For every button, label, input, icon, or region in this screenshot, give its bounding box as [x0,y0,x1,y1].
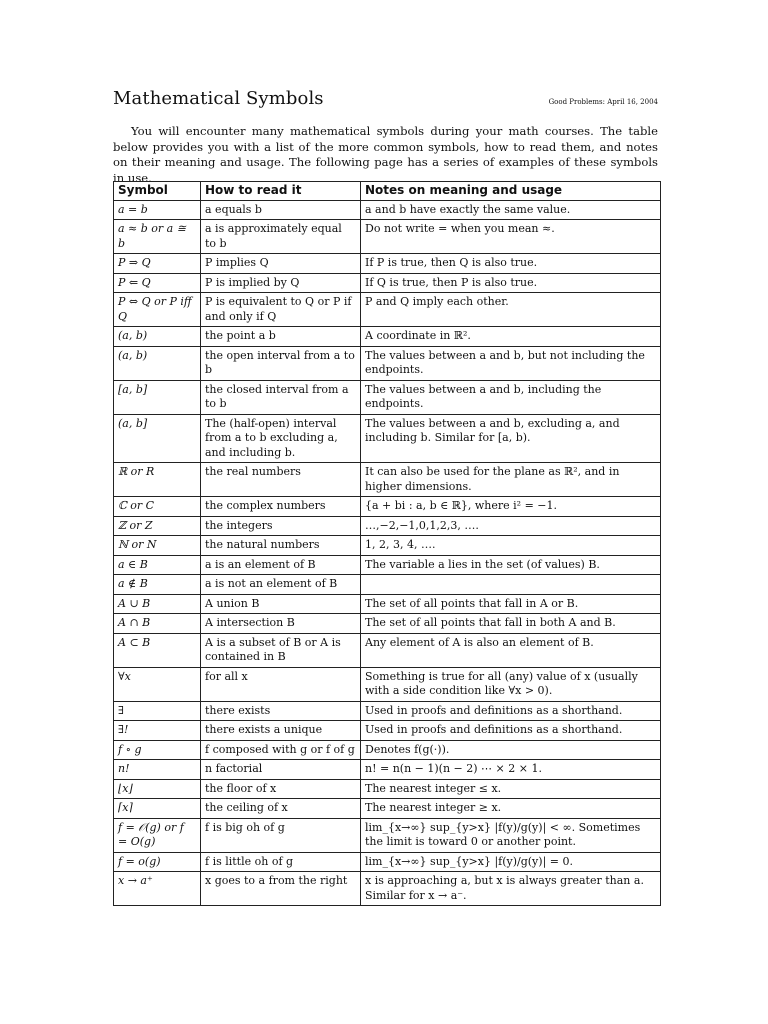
note-cell: Denotes f(g(·)). [361,740,661,760]
symbol-cell: ∀x [114,667,201,701]
note-cell: Something is true for all (any) value of x (usually with a side condition like ∀x > 0). [361,667,661,701]
symbol-cell: P ⇒ Q [114,254,201,274]
read-cell: P is equivalent to Q or P if and only if Q [201,293,361,327]
symbol-cell: ⌈x⌉ [114,799,201,819]
symbol-cell: a ∈ B [114,555,201,575]
table-header-row [114,182,661,201]
read-cell: the floor of x [201,779,361,799]
read-cell: P is implied by Q [201,273,361,293]
symbol-cell: ℂ or C [114,497,201,517]
read-cell: a is not an element of B [201,575,361,595]
table-row [114,575,661,595]
table-row [114,760,661,780]
table-row [114,594,661,614]
note-cell: The set of all points that fall in A or B. [361,594,661,614]
column-header-symbol: Symbol [114,182,201,201]
note-cell: Used in proofs and definitions as a shorthand. [361,701,661,721]
read-cell: there exists [201,701,361,721]
symbol-cell: a = b [114,200,201,220]
note-cell: Used in proofs and definitions as a shorthand. [361,721,661,741]
read-cell: the integers [201,516,361,536]
table-row [114,273,661,293]
read-cell: there exists a unique [201,721,361,741]
read-cell: the point a b [201,327,361,347]
table-row [114,779,661,799]
read-cell: P implies Q [201,254,361,274]
read-cell: A intersection B [201,614,361,634]
symbol-cell: ∃! [114,721,201,741]
read-cell: the open interval from a to b [201,346,361,380]
symbol-cell: ℝ or R [114,463,201,497]
read-cell: the complex numbers [201,497,361,517]
note-cell: The values between a and b, but not including the endpoints. [361,346,661,380]
symbol-cell: x → a⁺ [114,872,201,906]
read-cell: a is approximately equal to b [201,220,361,254]
note-cell: lim_{x→∞} sup_{y>x} |f(y)/g(y)| = 0. [361,852,661,872]
note-cell: x is approaching a, but x is always greater than a. Similar for x → a⁻. [361,872,661,906]
note-cell: The values between a and b, excluding a, and including b. Similar for [a, b). [361,414,661,463]
table-row [114,555,661,575]
note-cell: A coordinate in ℝ². [361,327,661,347]
table-row [114,414,661,463]
table-row [114,220,661,254]
table-row [114,327,661,347]
symbol-cell: ⌊x⌋ [114,779,201,799]
note-cell: Any element of A is also an element of B. [361,633,661,667]
table-row [114,872,661,906]
table-row [114,667,661,701]
symbol-cell: A ∪ B [114,594,201,614]
read-cell: for all x [201,667,361,701]
read-cell: the natural numbers [201,536,361,556]
read-cell: A is a subset of B or A is contained in B [201,633,361,667]
note-cell: The set of all points that fall in both A and B. [361,614,661,634]
symbol-cell: a ∉ B [114,575,201,595]
symbol-cell: (a, b) [114,346,201,380]
note-cell: If P is true, then Q is also true. [361,254,661,274]
symbol-cell: A ∩ B [114,614,201,634]
note-cell: The variable a lies in the set (of values) B. [361,555,661,575]
table-row [114,799,661,819]
read-cell: f is big oh of g [201,818,361,852]
note-cell: It can also be used for the plane as ℝ², and in higher dimensions. [361,463,661,497]
symbol-cell: [a, b] [114,380,201,414]
note-cell: If Q is true, then P is also true. [361,273,661,293]
read-cell: f composed with g or f of g [201,740,361,760]
note-cell: The values between a and b, including the endpoints. [361,380,661,414]
read-cell: a is an element of B [201,555,361,575]
note-cell: n! = n(n − 1)(n − 2) ⋯ × 2 × 1. [361,760,661,780]
read-cell: x goes to a from the right [201,872,361,906]
symbol-cell: a ≈ b or a ≅ b [114,220,201,254]
symbol-cell: P ⇔ Q or P iff Q [114,293,201,327]
header-date: Good Problems: April 16, 2004 [548,98,658,106]
read-cell: f is little oh of g [201,852,361,872]
symbol-cell: ∃ [114,701,201,721]
symbol-cell: ℤ or Z [114,516,201,536]
column-header-how-to-read: How to read it [201,182,361,201]
symbol-cell: (a, b] [114,414,201,463]
symbol-cell: f = 𝒪(g) or f = O(g) [114,818,201,852]
symbol-cell: ℕ or N [114,536,201,556]
note-cell: The nearest integer ≤ x. [361,779,661,799]
read-cell: The (half-open) interval from a to b excluding a, and including b. [201,414,361,463]
note-cell: a and b have exactly the same value. [361,200,661,220]
note-cell [361,575,661,595]
intro-paragraph: You will encounter many mathematical symbols during your math courses. The table below provides you with a list of the more common symbols, how to read them, and notes on their meaning and usage. The following page has a series of examples of these symbols in use. [113,124,658,185]
table-row [114,346,661,380]
table-row [114,497,661,517]
table-row [114,852,661,872]
symbol-cell: A ⊂ B [114,633,201,667]
note-cell: …,−2,−1,0,1,2,3, …. [361,516,661,536]
read-cell: the real numbers [201,463,361,497]
table-row [114,463,661,497]
table-row [114,740,661,760]
note-cell: {a + bi : a, b ∈ ℝ}, where i² = −1. [361,497,661,517]
read-cell: a equals b [201,200,361,220]
table-row [114,614,661,634]
table-row [114,516,661,536]
symbol-cell: (a, b) [114,327,201,347]
symbols-table [113,181,661,906]
symbol-cell: f = o(g) [114,852,201,872]
table-row [114,701,661,721]
table-row [114,818,661,852]
read-cell: the closed interval from a to b [201,380,361,414]
table-row [114,633,661,667]
note-cell: lim_{x→∞} sup_{y>x} |f(y)/g(y)| < ∞. Sometimes the limit is toward 0 or another point. [361,818,661,852]
table-row [114,721,661,741]
read-cell: n factorial [201,760,361,780]
table-row [114,293,661,327]
table-row [114,536,661,556]
table-row [114,380,661,414]
symbol-cell: f ∘ g [114,740,201,760]
symbol-cell: n! [114,760,201,780]
table-row [114,200,661,220]
table-row [114,254,661,274]
note-cell: P and Q imply each other. [361,293,661,327]
table-body [114,200,661,906]
page-header [113,88,658,109]
read-cell: the ceiling of x [201,799,361,819]
note-cell: Do not write = when you mean ≈. [361,220,661,254]
read-cell: A union B [201,594,361,614]
page-title: Mathematical Symbols [113,88,324,109]
symbol-cell: P ⇐ Q [114,273,201,293]
note-cell: The nearest integer ≥ x. [361,799,661,819]
column-header-notes: Notes on meaning and usage [361,182,661,201]
note-cell: 1, 2, 3, 4, …. [361,536,661,556]
